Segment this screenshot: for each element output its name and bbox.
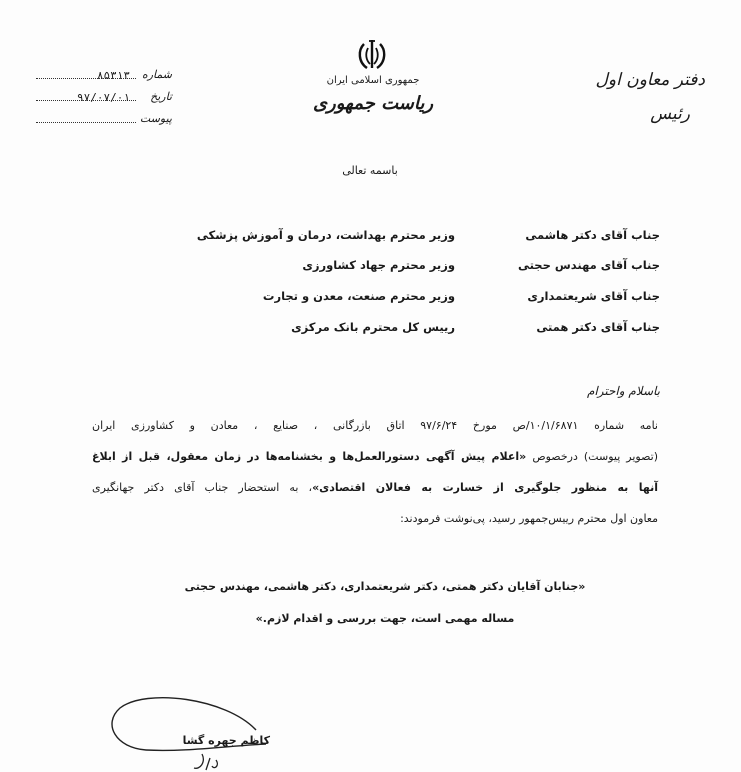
presidency-title: ریاست جمهوری <box>312 93 434 114</box>
greeting: باسلام واحترام <box>586 384 660 398</box>
letter-number <box>32 68 172 86</box>
addressee-name: جناب آقای دکتر همتی <box>536 320 660 334</box>
addressee-title: وزیر محترم صنعت، معدن و تجارت <box>262 289 455 303</box>
invocation: باسمه تعالی <box>342 164 398 177</box>
addressee-row <box>160 320 660 342</box>
body-line-4: معاون اول محترم رییس‌جمهور رسید، پی‌نوشت فرمودند: <box>400 512 658 525</box>
body-line-1: نامه شماره ۱۰/۱/۶۸۷۱/ص مورخ ۹۷/۶/۲۴ اتاق بازرگانی ، صنایع ، معادن و کشاورزی ایران <box>92 419 658 432</box>
body-line-2-bold: «اعلام پیش آگهی دستورالعمل‌ها و بخشنامه‌ها در زمان معقول، قبل از ابلاغ <box>92 450 527 463</box>
body-line-3 <box>92 480 658 496</box>
office-title: دفتر معاون اول <box>595 70 705 90</box>
republic-title: جمهوری اسلامی ایران <box>326 75 420 86</box>
addressee-name: جناب آقای مهندس حجتی <box>517 258 660 272</box>
addressee-title: رییس کل محترم بانک مرکزی <box>291 320 455 334</box>
addressee-row <box>160 258 660 280</box>
addressee-name: جناب آقای شریعتمداری <box>527 289 660 303</box>
office-subtitle: رئیس <box>650 104 690 124</box>
emblem-icon <box>355 38 389 74</box>
addressee-row <box>160 228 660 250</box>
addressee-name: جناب آقای دکتر هاشمی <box>525 228 660 242</box>
body-line-3-plain: ، به استحضار جناب آقای دکتر جهانگیری <box>92 481 313 494</box>
attachment-dots <box>36 122 136 123</box>
addressee-title: وزیر محترم جهاد کشاورزی <box>302 258 455 272</box>
date-value: ۹۷/۰۷/۰۱ <box>77 91 130 104</box>
quote-line-2: مساله مهمی است، جهت بررسی و اقدام لازم.» <box>255 612 515 625</box>
number-value: ۸۵۳۱۳ <box>96 69 130 82</box>
quote-line-1: «جنابان آقایان دکتر همتی، دکتر شریعتمداری، دکتر هاشمی، مهندس حجتی <box>184 580 586 593</box>
number-label: شماره <box>141 68 172 81</box>
signature-scribble <box>106 688 276 772</box>
body-line-2 <box>92 449 658 465</box>
date-label: تاریخ <box>150 90 172 103</box>
addressee-title: وزیر محترم بهداشت، درمان و آموزش پزشکی <box>196 228 455 242</box>
body-line-3-bold: آنها به منظور جلوگیری از خسارت به فعالان اقتصادی» <box>312 481 659 494</box>
body-line-2-plain: (تصویر پیوست) درخصوص <box>526 450 658 463</box>
signer-name: کاظم جهره گشا <box>182 734 270 747</box>
addressee-row <box>160 289 660 311</box>
letter-attachment <box>32 112 172 130</box>
attachment-label: پیوست <box>139 112 172 125</box>
letter-date <box>32 90 172 108</box>
